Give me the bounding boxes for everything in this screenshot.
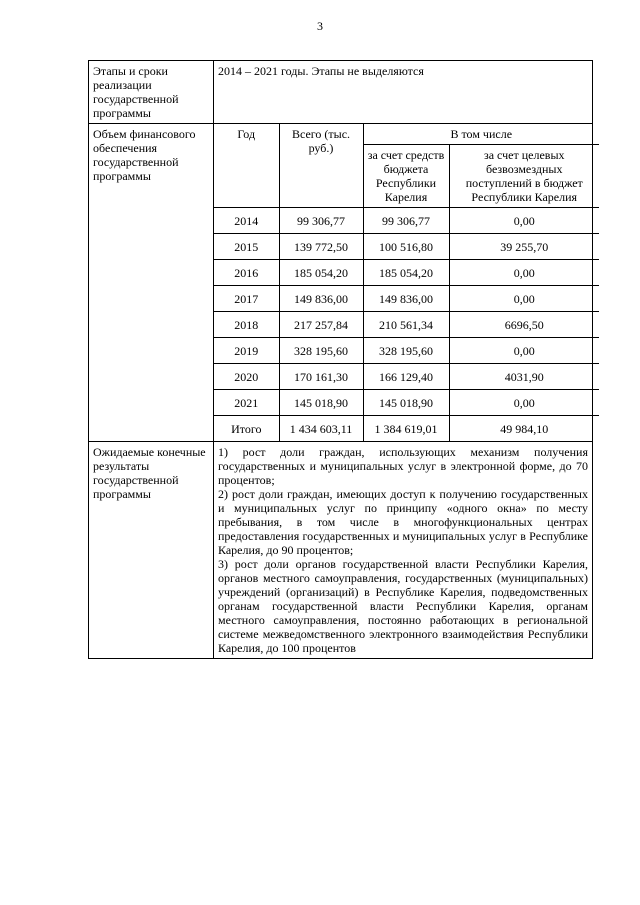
finance-cell: [214, 124, 593, 442]
gratuitous-cell: 4031,90: [449, 364, 599, 390]
gratuitous-cell: 0,00: [449, 338, 599, 364]
budget-cell: 149 836,00: [363, 286, 449, 312]
header-year: Год: [214, 124, 279, 208]
gratuitous-cell: 0,00: [449, 286, 599, 312]
result-item-1: 1) рост доли граждан, использующих механизм получения государственных и муниципальных услуг в электронной форме, до 70 процентов;: [218, 445, 588, 487]
total-cell: 185 054,20: [279, 260, 363, 286]
table-row: [214, 260, 599, 286]
table-row: [214, 286, 599, 312]
results-row: [89, 442, 593, 659]
gratuitous-cell: 49 984,10: [449, 416, 599, 442]
budget-cell: 145 018,90: [363, 390, 449, 416]
year-cell: 2019: [214, 338, 279, 364]
page-number: 3: [317, 19, 323, 33]
total-row: [214, 416, 599, 442]
year-cell: 2016: [214, 260, 279, 286]
budget-cell: 185 054,20: [363, 260, 449, 286]
finance-label: Объем финансового обеспечения государственной программы: [89, 124, 214, 442]
results-text: [214, 442, 593, 659]
table-row: [214, 312, 599, 338]
gratuitous-cell: 39 255,70: [449, 234, 599, 260]
year-cell: Итого: [214, 416, 279, 442]
total-cell: 99 306,77: [279, 208, 363, 234]
header-total: Всего (тыс. руб.): [279, 124, 363, 208]
table-row: [214, 364, 599, 390]
table-row: [214, 234, 599, 260]
result-item-2: 2) рост доли граждан, имеющих доступ к получению государственных и муниципальных услуг по принципу «одного окна» по месту пребывания, в том числе в многофункциональных центрах предоставления государственных и муниципальных услуг в Республике Карелия, до 90 процентов;: [218, 487, 588, 557]
gratuitous-cell: 6696,50: [449, 312, 599, 338]
year-cell: 2015: [214, 234, 279, 260]
header-gratuitous: за счет целевых безвозмездных поступлений в бюджет Республики Карелия: [449, 145, 599, 208]
year-cell: 2021: [214, 390, 279, 416]
finance-table: [214, 124, 599, 441]
total-cell: 149 836,00: [279, 286, 363, 312]
results-label: Ожидаемые конечные результаты государственной программы: [89, 442, 214, 659]
gratuitous-cell: 0,00: [449, 260, 599, 286]
total-cell: 139 772,50: [279, 234, 363, 260]
year-cell: 2014: [214, 208, 279, 234]
table-row: [214, 208, 599, 234]
finance-header-row: [214, 124, 599, 145]
budget-cell: 328 195,60: [363, 338, 449, 364]
budget-cell: 210 561,34: [363, 312, 449, 338]
budget-cell: 99 306,77: [363, 208, 449, 234]
year-cell: 2020: [214, 364, 279, 390]
total-cell: 217 257,84: [279, 312, 363, 338]
year-cell: 2018: [214, 312, 279, 338]
total-cell: 145 018,90: [279, 390, 363, 416]
stages-value: 2014 – 2021 годы. Этапы не выделяются: [214, 61, 593, 124]
total-cell: 328 195,60: [279, 338, 363, 364]
budget-cell: 100 516,80: [363, 234, 449, 260]
budget-cell: 1 384 619,01: [363, 416, 449, 442]
header-including: В том числе: [363, 124, 599, 145]
table-row: [214, 338, 599, 364]
total-cell: 1 434 603,11: [279, 416, 363, 442]
stages-label: Этапы и сроки реализации государственной программы: [89, 61, 214, 124]
passport-table: [88, 60, 593, 659]
year-cell: 2017: [214, 286, 279, 312]
total-cell: 170 161,30: [279, 364, 363, 390]
gratuitous-cell: 0,00: [449, 390, 599, 416]
finance-row: [89, 124, 593, 442]
result-item-3: 3) рост доли органов государственной власти Республики Карелия, органов местного самоуправления, государственных (муниципальных) учреждений (организаций) в Республике Карелия, подведомственных органам государственной власти Республики Карелия, органам местного самоуправления, постоянно работающих в региональной системе межведомственного электронного взаимодействия Республики Карелия, до 100 процентов: [218, 557, 588, 655]
table-row: [214, 390, 599, 416]
stages-row: [89, 61, 593, 124]
header-budget: за счет средств бюджета Республики Карелия: [363, 145, 449, 208]
budget-cell: 166 129,40: [363, 364, 449, 390]
gratuitous-cell: 0,00: [449, 208, 599, 234]
